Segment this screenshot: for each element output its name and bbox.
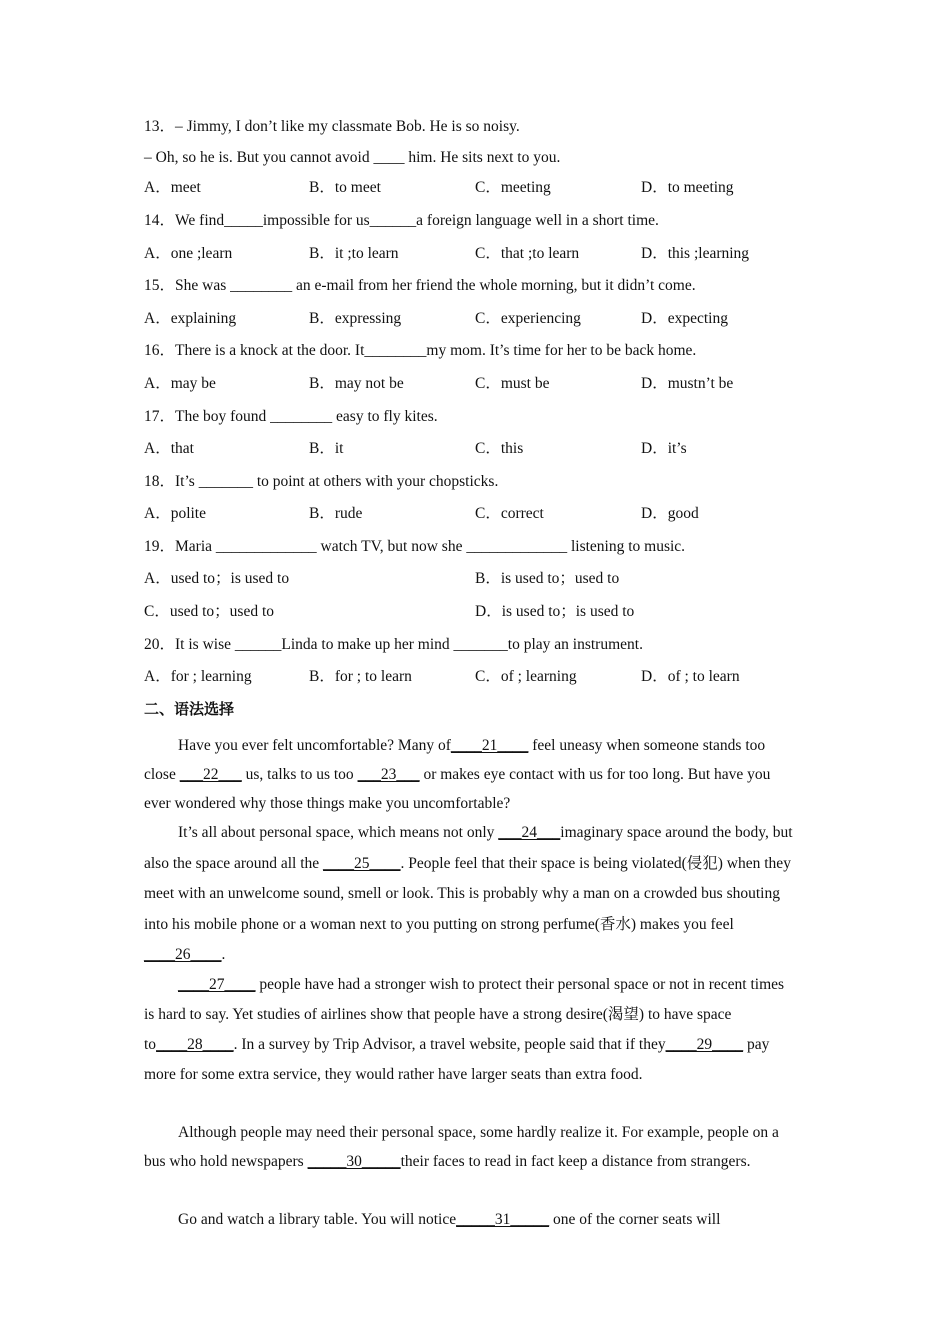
- blank-27: ____27____: [178, 976, 256, 993]
- question-13-option-d: D．to meeting: [641, 179, 734, 196]
- question-16-option-a: A．may be: [144, 375, 216, 392]
- question-14-option-a: A．one ;learn: [144, 245, 233, 262]
- question-18-stem: 18．It’s _______ to point at others with your chopsticks.: [144, 473, 499, 490]
- question-16-stem: 16．There is a knock at the door. It________my mom. It’s time for her to be back home.: [144, 342, 697, 359]
- question-15-option-c: C．experiencing: [475, 310, 581, 327]
- blank-29: ____29____: [665, 1036, 744, 1053]
- question-13-stem: 13．– Jimmy, I don’t like my classmate Bob. He is so noisy.: [144, 118, 520, 135]
- blank-23: ___23___: [357, 766, 420, 783]
- question-13-option-a: A．meet: [144, 179, 201, 196]
- question-16-option-c: C．must be: [475, 375, 550, 392]
- passage-paragraph-5: Go and watch a library table. You will notice_____31_____ one of the corner seats will: [178, 1211, 721, 1228]
- passage-paragraph-2: It’s all about personal space, which means not only ___24___imaginary space around the body, but also the space around all the ____25____. People feel that their space is being violated(侵犯) when they meet with an unwelcome sound, smell or look. This is probably why a man on a crowded bus shouting into his mobile phone or a woman next to you putting on strong perfume(香水) makes you feel ____26____.: [144, 824, 793, 963]
- blank-25: ____25____: [323, 854, 401, 872]
- question-17-option-b: B．it: [309, 440, 344, 457]
- question-18-option-c: C．correct: [475, 505, 544, 522]
- question-15-stem: 15．She was ________ an e-mail from her friend the whole morning, but it didn’t come.: [144, 277, 696, 294]
- passage-paragraph-4: Although people may need their personal space, some hardly realize it. For example, people on a bus who hold newspapers _____30_____their faces to read in fact keep a distance from strangers.: [144, 1124, 779, 1170]
- question-14-option-d: D．this ;learning: [641, 245, 750, 262]
- question-20-option-c: C．of ; learning: [475, 668, 577, 685]
- blank-31: _____31_____: [456, 1211, 550, 1228]
- question-14-option-c: C．that ;to learn: [475, 245, 580, 262]
- question-14-option-b: B．it ;to learn: [309, 245, 399, 262]
- question-19-option-a: A．used to；is used to: [144, 570, 290, 587]
- passage-paragraph-1: Have you ever felt uncomfortable? Many of____21____ feel uneasy when someone stands too close ___22___ us, talks to us too ___23___ or makes eye contact with us for too long. But have you ever wondered why those things make you uncomfortable?: [144, 737, 771, 812]
- question-20-option-d: D．of ; to learn: [641, 668, 740, 685]
- question-17-option-d: D．it’s: [641, 440, 687, 457]
- blank-24: ___24___: [498, 824, 561, 841]
- blank-30: _____30_____: [307, 1153, 401, 1170]
- question-18-option-b: B．rude: [309, 505, 363, 522]
- question-16-option-b: B．may not be: [309, 375, 404, 392]
- question-20-option-a: A．for ; learning: [144, 668, 252, 685]
- question-20-stem: 20．It is wise ______Linda to make up her mind _______to play an instrument.: [144, 636, 643, 653]
- question-17-stem: 17．The boy found ________ easy to fly kites.: [144, 408, 438, 425]
- section-heading: 二、语法选择: [144, 700, 235, 718]
- question-14-stem: 14．We find_____impossible for us______a foreign language well in a short time.: [144, 212, 659, 229]
- question-17-option-c: C．this: [475, 440, 524, 457]
- question-13-stem-line2: – Oh, so he is. But you cannot avoid ____ him. He sits next to you.: [144, 149, 561, 166]
- passage-paragraph-3: ____27____ people have had a stronger wish to protect their personal space or not in recent times is hard to say. Yet studies of airlines show that people have a strong desire(渴望) to have space to____28____. In a survey by Trip Advisor, a travel website, people said that if they____29____ pay more for some extra service, they would rather have larger seats than extra food.: [144, 976, 785, 1083]
- question-19-option-d: D．is used to；is used to: [475, 603, 635, 620]
- question-20-option-b: B．for ; to learn: [309, 668, 412, 685]
- question-15-option-a: A．explaining: [144, 310, 237, 327]
- question-13-option-c: C．meeting: [475, 179, 551, 196]
- question-19-option-c: C．used to；used to: [144, 603, 275, 620]
- blank-26: ____26____: [144, 946, 222, 963]
- question-19-option-b: B．is used to；used to: [475, 570, 620, 587]
- blank-22: ___22___: [179, 766, 242, 783]
- question-16-option-d: D．mustn’t be: [641, 375, 734, 392]
- blank-21: ____21____: [450, 737, 529, 754]
- question-18-option-d: D．good: [641, 505, 699, 522]
- blank-28: ____28____: [156, 1036, 234, 1053]
- question-18-option-a: A．polite: [144, 505, 206, 522]
- question-15-option-b: B．expressing: [309, 310, 402, 327]
- question-19-stem: 19．Maria _____________ watch TV, but now she _____________ listening to music.: [144, 538, 686, 555]
- question-17-option-a: A．that: [144, 440, 194, 457]
- question-15-option-d: D．expecting: [641, 310, 728, 327]
- question-13-option-b: B．to meet: [309, 179, 381, 196]
